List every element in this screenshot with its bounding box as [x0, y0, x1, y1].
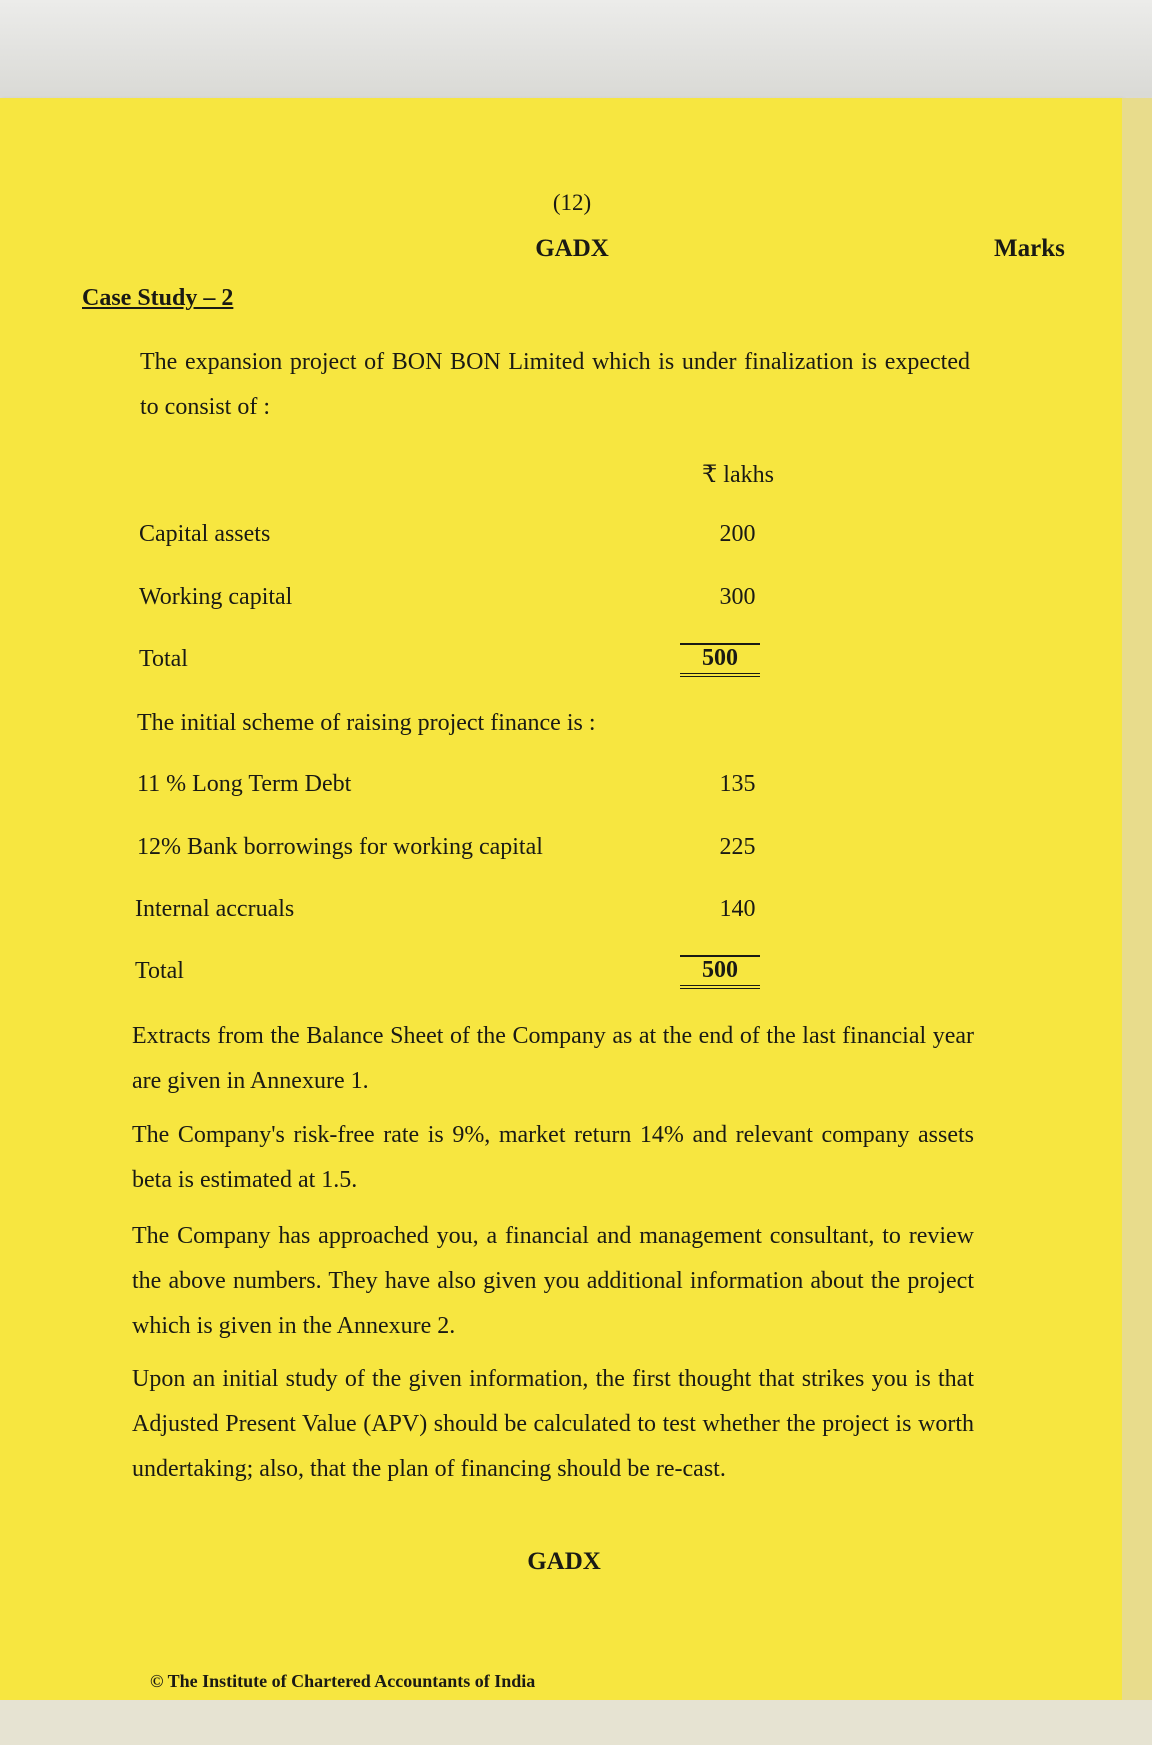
- finance-item-label: 12% Bank borrowings for working capital: [137, 834, 543, 860]
- unit-header: ₹ lakhs: [702, 462, 774, 488]
- apv-paragraph: [132, 1357, 974, 1492]
- intro-paragraph: [140, 340, 970, 430]
- finance-item-label: 11 % Long Term Debt: [137, 771, 352, 797]
- marks-column-label: Marks: [994, 235, 1065, 262]
- project-item-label: Capital assets: [139, 521, 271, 547]
- consultant-paragraph: [132, 1214, 974, 1349]
- finance-total-label: Total: [135, 958, 184, 984]
- risk-paragraph: [132, 1113, 974, 1203]
- annexure-paragraph: [132, 1014, 974, 1104]
- project-item-value: 300: [719, 584, 756, 610]
- intro-text: The expansion project of BON BON Limited which is under finalization is expected to consist of :: [140, 349, 970, 420]
- copyright-notice: © The Institute of Chartered Accountants of India: [150, 1671, 536, 1691]
- paper-code-header: GADX: [535, 235, 609, 262]
- scan-right-margin: [1122, 98, 1152, 1700]
- finance-item-value: 135: [719, 771, 756, 797]
- project-item-value: 200: [719, 521, 756, 547]
- case-study-title: Case Study – 2: [82, 285, 234, 311]
- project-item-label: Working capital: [139, 584, 293, 610]
- paragraph-text: The Company has approached you, a financial and management consultant, to review the above numbers. They have also given you additional information about the project which is given in the Annexure 2.: [132, 1223, 974, 1339]
- scan-bottom-margin: [0, 1700, 1152, 1745]
- finance-item-label: Internal accruals: [135, 896, 295, 922]
- page-number: (12): [552, 190, 592, 215]
- finance-item-value: 140: [719, 896, 756, 922]
- paragraph-text: Upon an initial study of the given information, the first thought that strikes you is that Adjusted Present Value (APV) should be calculated to test whether the project is worth undertaking; also, that the plan of financing should be re-cast.: [132, 1366, 974, 1482]
- scan-top-margin: [0, 0, 1152, 100]
- project-total-value: 500: [680, 643, 760, 677]
- paragraph-text: The Company's risk-free rate is 9%, market return 14% and relevant company assets beta is estimated at 1.5.: [132, 1122, 974, 1193]
- project-total-label: Total: [139, 646, 188, 672]
- finance-total-value: 500: [680, 955, 760, 989]
- finance-item-value: 225: [719, 834, 756, 860]
- finance-intro: The initial scheme of raising project finance is :: [137, 710, 596, 736]
- paper-code-footer: GADX: [527, 1548, 601, 1575]
- paragraph-text: Extracts from the Balance Sheet of the Company as at the end of the last financial year are given in Annexure 1.: [132, 1023, 974, 1094]
